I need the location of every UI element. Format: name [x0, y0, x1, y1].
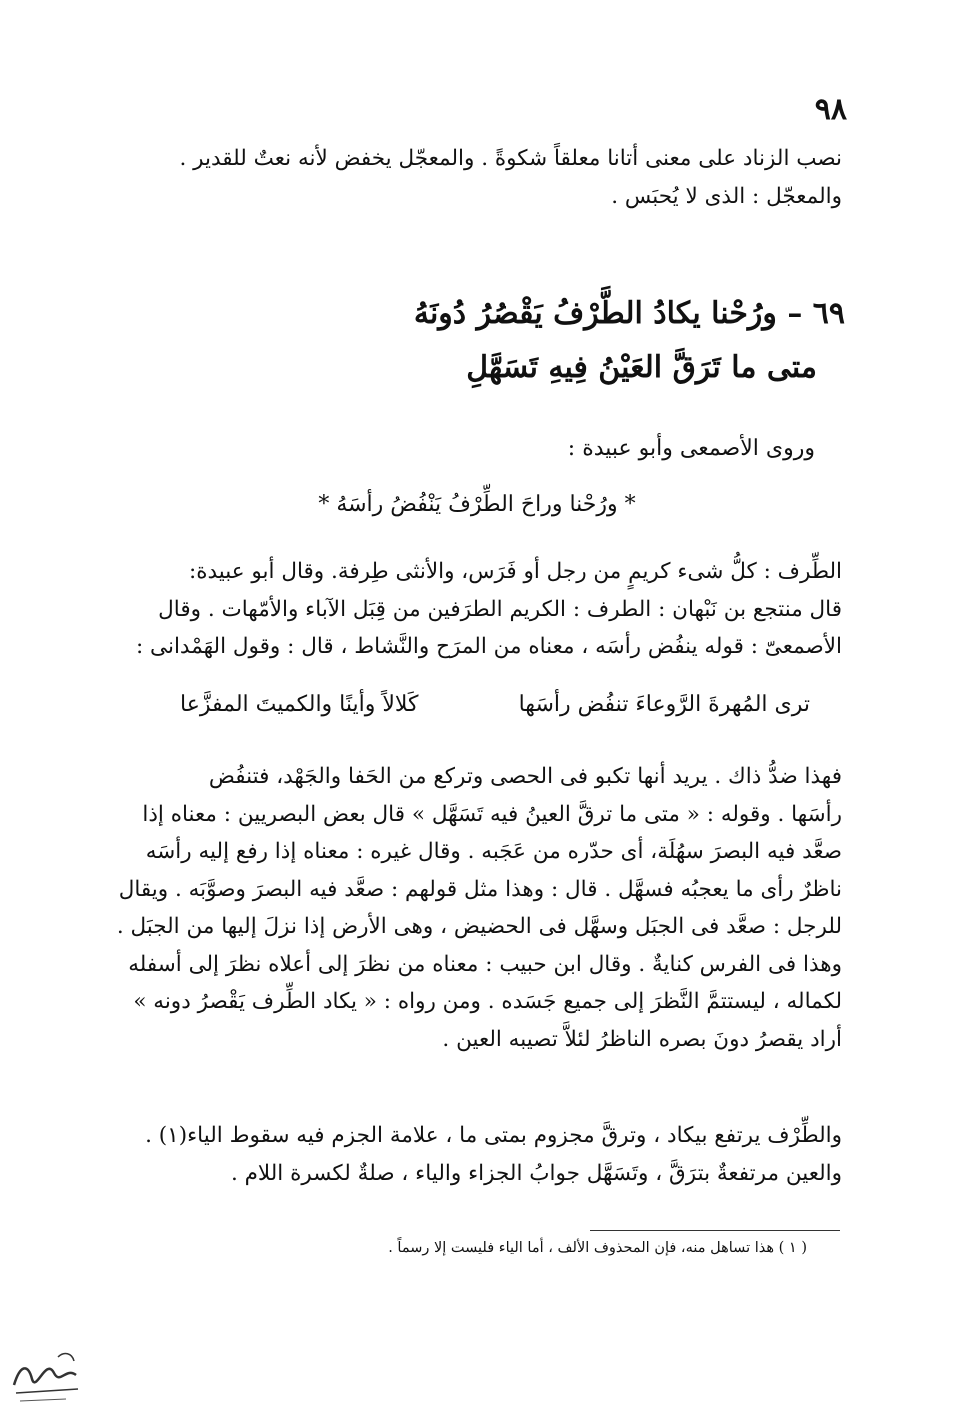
commentary-line: قال منتجع بن نَبْهان : الطرف : الكريم الطرَفين من قِبَل الآباء والأمّهات . وقال: [158, 596, 842, 622]
commentary-paragraph-2: [112, 758, 842, 1058]
commentary-paragraph-1: [112, 553, 842, 666]
commentary-line: فهذا ضدُّ ذاك . يريد أنها تكبو فى الحصى وتركع من الحَفا والجَهْد، فتنفُض: [208, 764, 842, 789]
page-number: ٩٨: [814, 92, 847, 127]
library-stamp-logo: [6, 1345, 86, 1415]
commentary-line: صعَّد فيه البصرَ سهُلَة، أى حدّره من عَجَبه . وقال غيره : معناه إذا رفع إليه رأسَه: [145, 839, 842, 864]
commentary-line: لكماله ، ليستتمَّ النَّظرَ إلى جميع جَسَده . ومن رواه : « يكاد الطِّرف يَقْصرُ دونه »: [133, 989, 842, 1014]
commentary-line: والطِّرْف يرتفع بيكاد ، وترقَّ مجزوم بمتى ما ، علامة الجزم فيه سقوط الياء(١) .: [145, 1123, 842, 1148]
commentary-line: وهذا فى الفرس كنايةٌ . وقال ابن حبيب : معناه من نظرَ إلى أعلاه نظرَ إلى أسفله: [128, 951, 842, 977]
commentary-line: والعين مرتفعةٌ بترَقَّ ، وتَسَهَّل جوابُ الجزاء والياء ، صلةٌ لكسرة اللام .: [230, 1160, 842, 1186]
commentary-paragraph-3: [112, 1117, 842, 1192]
intro-line-1: نصب الزناد على معنى أتانا معلقاً شكوةً . والمعجّل يخفض لأنه نعتٌ للقدير .: [179, 146, 842, 171]
commentary-line: الأصمعىّ : قوله ينفُض رأسَه ، معناه من المرَح والنَّشاط ، قال : وقول الهَمْدانى :: [135, 634, 842, 659]
verse-first-hemistich: ٦٩ – ورُحْنا يكادُ الطَّرْفُ يَقْصُرُ دُونَهُ: [413, 296, 845, 331]
commentary-line: رأسَها . وقوله : « متى ما ترقَّ العينُ فيه تَسَهَّل » قال بعض البصريين : معناه إذا: [142, 801, 842, 827]
intro-line-2: والمعجّل : الذى لا يُحبَس .: [611, 183, 842, 209]
footnote-divider: [590, 1230, 840, 1231]
intro-paragraph: [112, 140, 842, 215]
cited-verse-second: كَلالاً وأينًا والكميتَ المفزَّعا: [180, 692, 419, 717]
commentary-line: الطِّرف : كلُّ شىء كريمٍ من رجل أو فَرَس، والأنثى طِرفة. وقال أبو عبيدة:: [189, 559, 842, 584]
commentary-line: للرجل : صعَّد فى الجبَل وسهَّل فى الحضيض ، وهى الأرض إذا نزلَ إليها من الجبَل .: [116, 914, 842, 939]
cited-verse-first: ترى المُهرةَ الرَّوعاءَ تنفُض رأسَها: [518, 692, 810, 717]
commentary-line: ناظرٌ رأى ما يعجبُه فسهَّل . قال : وهذا مثل قولهم : صعَّد فيه البصرَ وصوَّبَه . ويقال: [118, 876, 842, 902]
variant-intro: وروى الأصمعى وأبو عبيدة :: [567, 436, 815, 461]
commentary-line: أراد يقصرُ دونَ بصره الناظرُ لئلاَّ تصيبه العين .: [442, 1026, 842, 1052]
verse-second-hemistich: متى ما تَرَقَّ العَيْنُ فِيهِ تَسَهَّلِ: [466, 350, 817, 385]
footnote: ( ١ ) هذا تساهل منه، فإن المحذوف الألف ، أما الياء فليست إلا رسماً .: [388, 1240, 807, 1256]
variant-line: * ورُحْنا وراحَ الطِّرْفُ يَنْفُضُ رأسَهُ *: [318, 492, 636, 517]
